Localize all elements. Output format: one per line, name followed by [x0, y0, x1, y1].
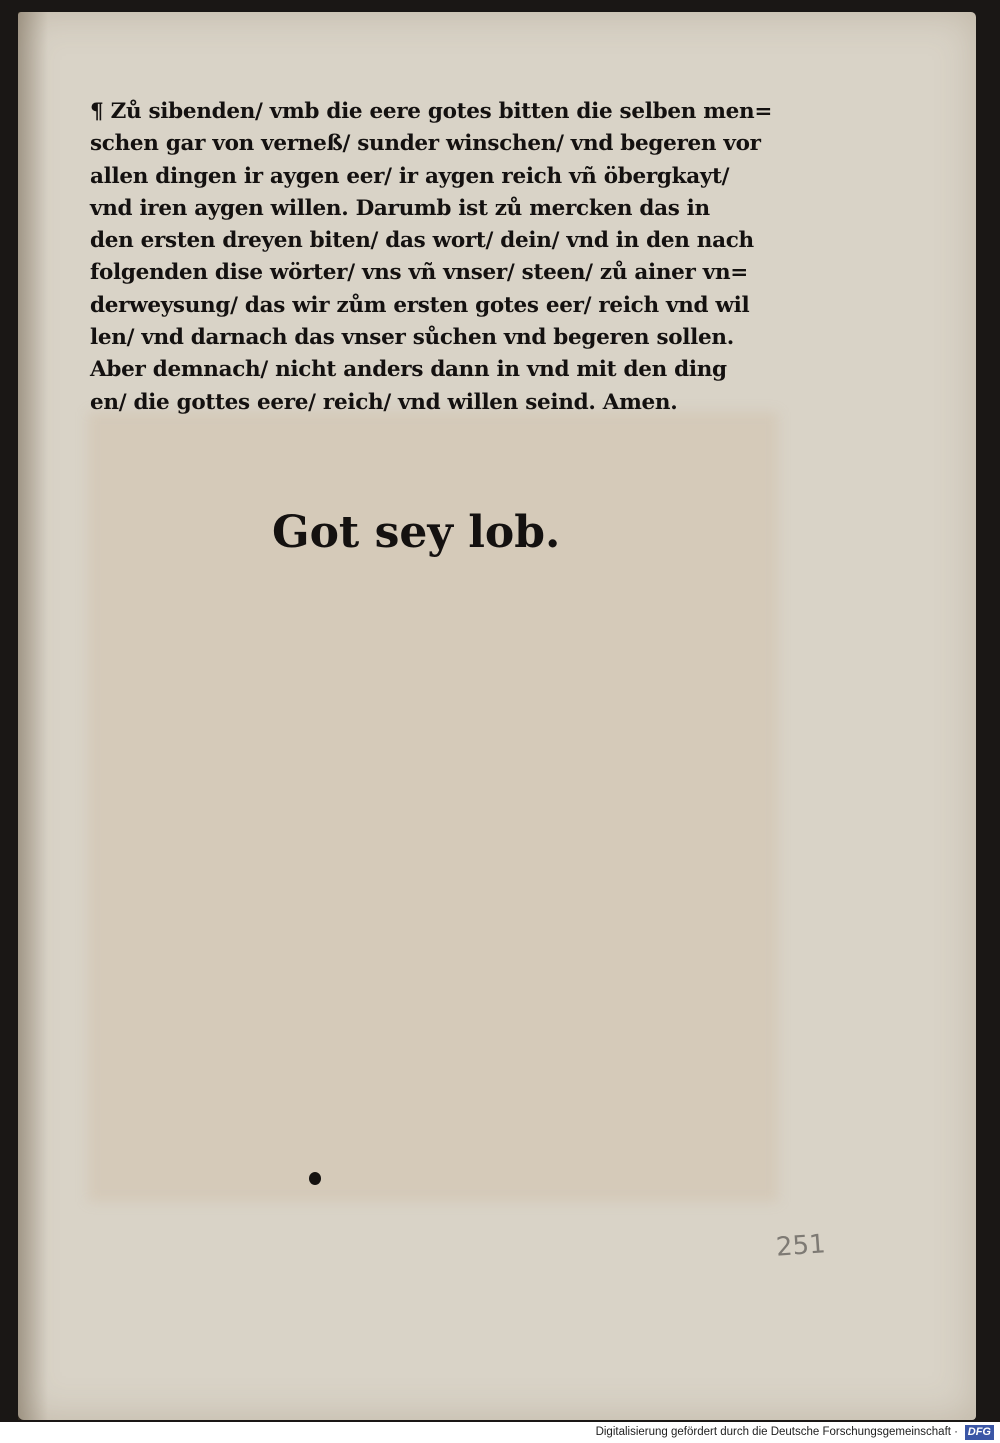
footer-bar [0, 1422, 1000, 1443]
dfg-logo: DFG [965, 1425, 994, 1440]
text-line-4: vnd iren aygen willen. Darumb ist zů mercken das in [90, 195, 710, 221]
text-line-9: Aber demnach/ nicht anders dann in vnd mit den ding [90, 357, 727, 383]
closing-phrase: Got sey lob. [272, 507, 561, 558]
text-line-6: folgenden dise wörter/ vns vñ vnser/ steen/ zů ainer vn= [90, 260, 748, 286]
text-line-3: allen dingen ir aygen eer/ ir aygen reich vñ öbergkayt/ [90, 163, 730, 189]
ink-dot-mark [309, 1172, 321, 1185]
text-line-8: len/ vnd darnach das vnser sůchen vnd begeren sollen. [90, 325, 734, 351]
folio-number: 251 [775, 1229, 827, 1263]
main-text-block [90, 96, 773, 419]
text-line-7: derweysung/ das wir zům ersten gotes eer/ reich vnd wil [90, 292, 750, 318]
funding-credit: Digitalisierung gefördert durch die Deutsche Forschungsgemeinschaft · [595, 1426, 958, 1438]
text-line-1: ¶ Zů sibenden/ vmb die eere gotes bitten die selben men= [90, 99, 773, 124]
binding-shadow [18, 12, 48, 1420]
text-line-2: schen gar von verneß/ sunder winschen/ vnd begeren vor [90, 131, 761, 157]
text-line-5: den ersten dreyen biten/ das wort/ dein/ vnd in den nach [90, 228, 754, 254]
text-line-10: en/ die gottes eere/ reich/ vnd willen seind. Amen. [90, 389, 678, 415]
